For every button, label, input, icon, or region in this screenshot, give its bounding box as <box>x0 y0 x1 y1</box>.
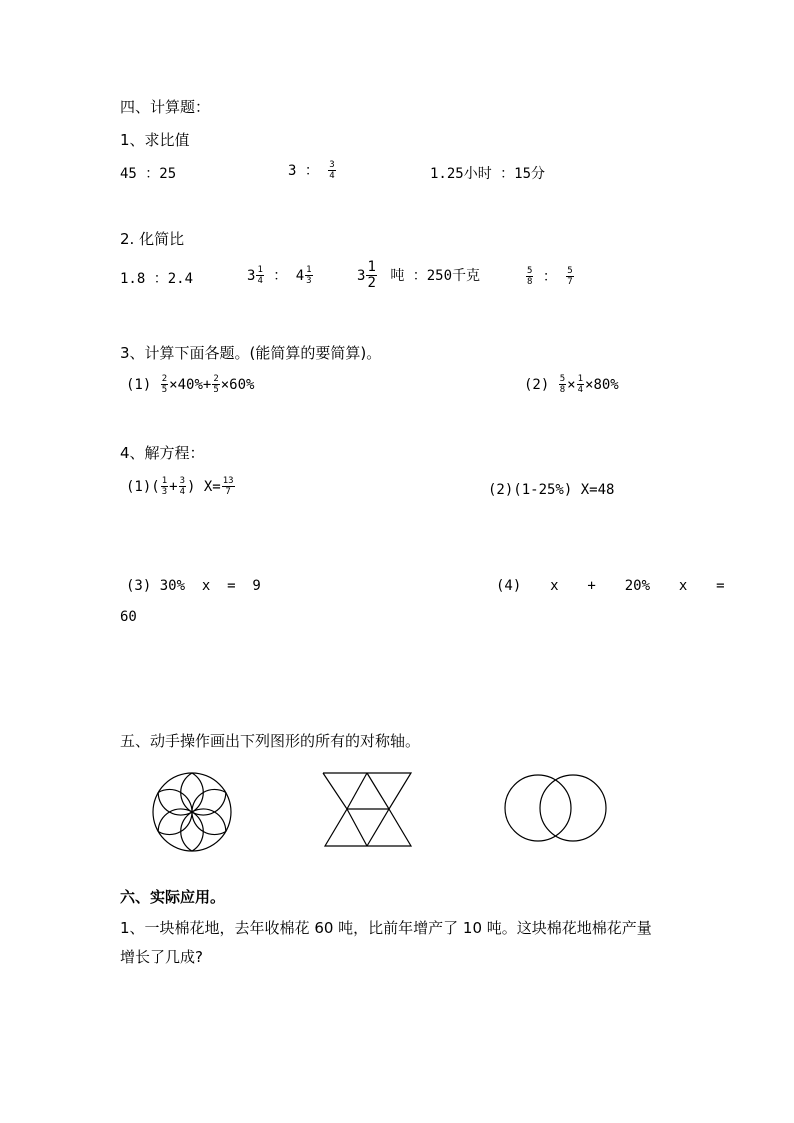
overlapping-circles-figure <box>502 770 610 846</box>
q1-title: 1、求比值 <box>120 131 190 149</box>
q2-item-d: $\frac{5}{8}$ ： $\frac{5}{7}$ <box>527 266 573 287</box>
q3-problem-1: (1) $\frac{2}{5}$ ×40%+ $\frac{2}{5}$ ×60% <box>126 374 255 395</box>
s6-q1-line2: 增长了几成? <box>120 948 203 966</box>
s6-q1-line1: 1、一块棉花地，去年收棉花 60 吨，比前年增产了 10 吨。这块棉花地棉花产量 <box>120 919 652 937</box>
q4-problem-4-cont: 60 <box>120 609 137 625</box>
q4-title: 4、解方程： <box>120 444 205 462</box>
q3-problem-2: (2) $\frac{5}{8}$ × $\frac{1}{4}$ ×80% <box>524 374 619 395</box>
section-5-title: 五、动手操作画出下列图形的所有的对称轴。 <box>120 732 421 750</box>
q4-problem-2: (2)(1-25%) X=48 <box>488 482 615 498</box>
q1-item-b: 3 ： $\frac{3}{4}$ <box>288 160 335 181</box>
q4-problem-1: (1)( $\frac{1}{3}$ + $\frac{3}{4}$ ) X= $\frac{13}{7}$ <box>126 476 234 497</box>
q4-problem-4: (4) x + 20% x = <box>496 578 725 594</box>
q2-item-b: 3 $\frac{1}{4}$ ： 4 $\frac{1}{3}$ <box>247 265 312 286</box>
triangles-figure <box>320 768 414 850</box>
section-6-title: 六、实际应用。 <box>120 888 226 906</box>
q2-item-a: 1.8 ：2.4 <box>120 271 194 287</box>
q3-title: 3、计算下面各题。(能简算的要简算)。 <box>120 344 382 362</box>
q1-item-a: 45 ：25 <box>120 166 177 182</box>
fraction: $\frac{3}{4}$ <box>329 160 335 181</box>
q4-problem-3: (3) 30% x = 9 <box>126 578 261 594</box>
q2-item-c: 3 $\frac{1}{2}$ 吨 ：250千克 <box>357 259 481 291</box>
flower-circle-figure <box>148 768 236 856</box>
q1-item-c: 1.25小时 ：15分 <box>430 166 546 182</box>
q2-title: 2. 化简比 <box>120 230 185 248</box>
section-4-title: 四、计算题： <box>120 98 211 116</box>
